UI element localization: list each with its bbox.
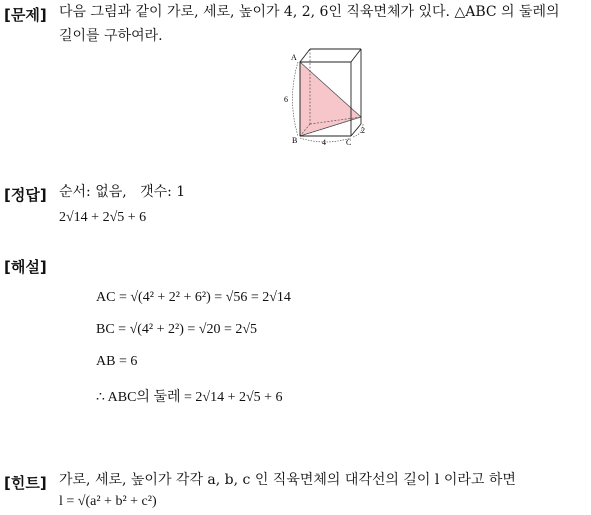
vertex-label-a: A (291, 53, 297, 62)
explanation-line-perimeter: ∴ ABC의 둘레 = 2√14 + 2√5 + 6 (96, 390, 283, 405)
answer-value: 2√14 + 2√5 + 6 (59, 210, 147, 225)
cuboid-figure (283, 44, 373, 150)
vertex-label-b: B (292, 136, 298, 145)
height-dimension-arc (293, 62, 299, 136)
explanation-tag: [해설] (4, 258, 47, 276)
explanation-line-ab: AB = 6 (96, 354, 138, 369)
hint-line-2: l = √(a² + b² + c²) (59, 494, 157, 509)
depth-label: 2 (361, 126, 365, 135)
explanation-line-bc: BC = √(4² + 2²) = √20 = 2√5 (96, 322, 258, 337)
vertex-label-c: C (346, 138, 352, 147)
problem-tag: [문제] (4, 6, 47, 24)
answer-tag: [정답] (4, 186, 47, 204)
answer-count: 갯수: 1 (140, 184, 186, 200)
height-label: 6 (284, 95, 288, 104)
explanation-line-ac: AC = √(4² + 2² + 6²) = √56 = 2√14 (96, 290, 291, 305)
hint-tag: [힌트] (4, 474, 47, 492)
problem-line-2: 길이를 구하여라. (59, 28, 163, 44)
answer-order: 순서: 없음, (59, 184, 127, 200)
hint-line-1: 가로, 세로, 높이가 각각 a, b, c 인 직육면체의 대각선의 길이 l 이라고 하면 (59, 472, 516, 488)
problem-line-1: 다음 그림과 같이 가로, 세로, 높이가 4, 2, 6인 직육면체가 있다. △ABC 의 둘레의 (59, 4, 560, 20)
width-label: 4 (322, 138, 326, 147)
answer-meta (59, 180, 185, 204)
